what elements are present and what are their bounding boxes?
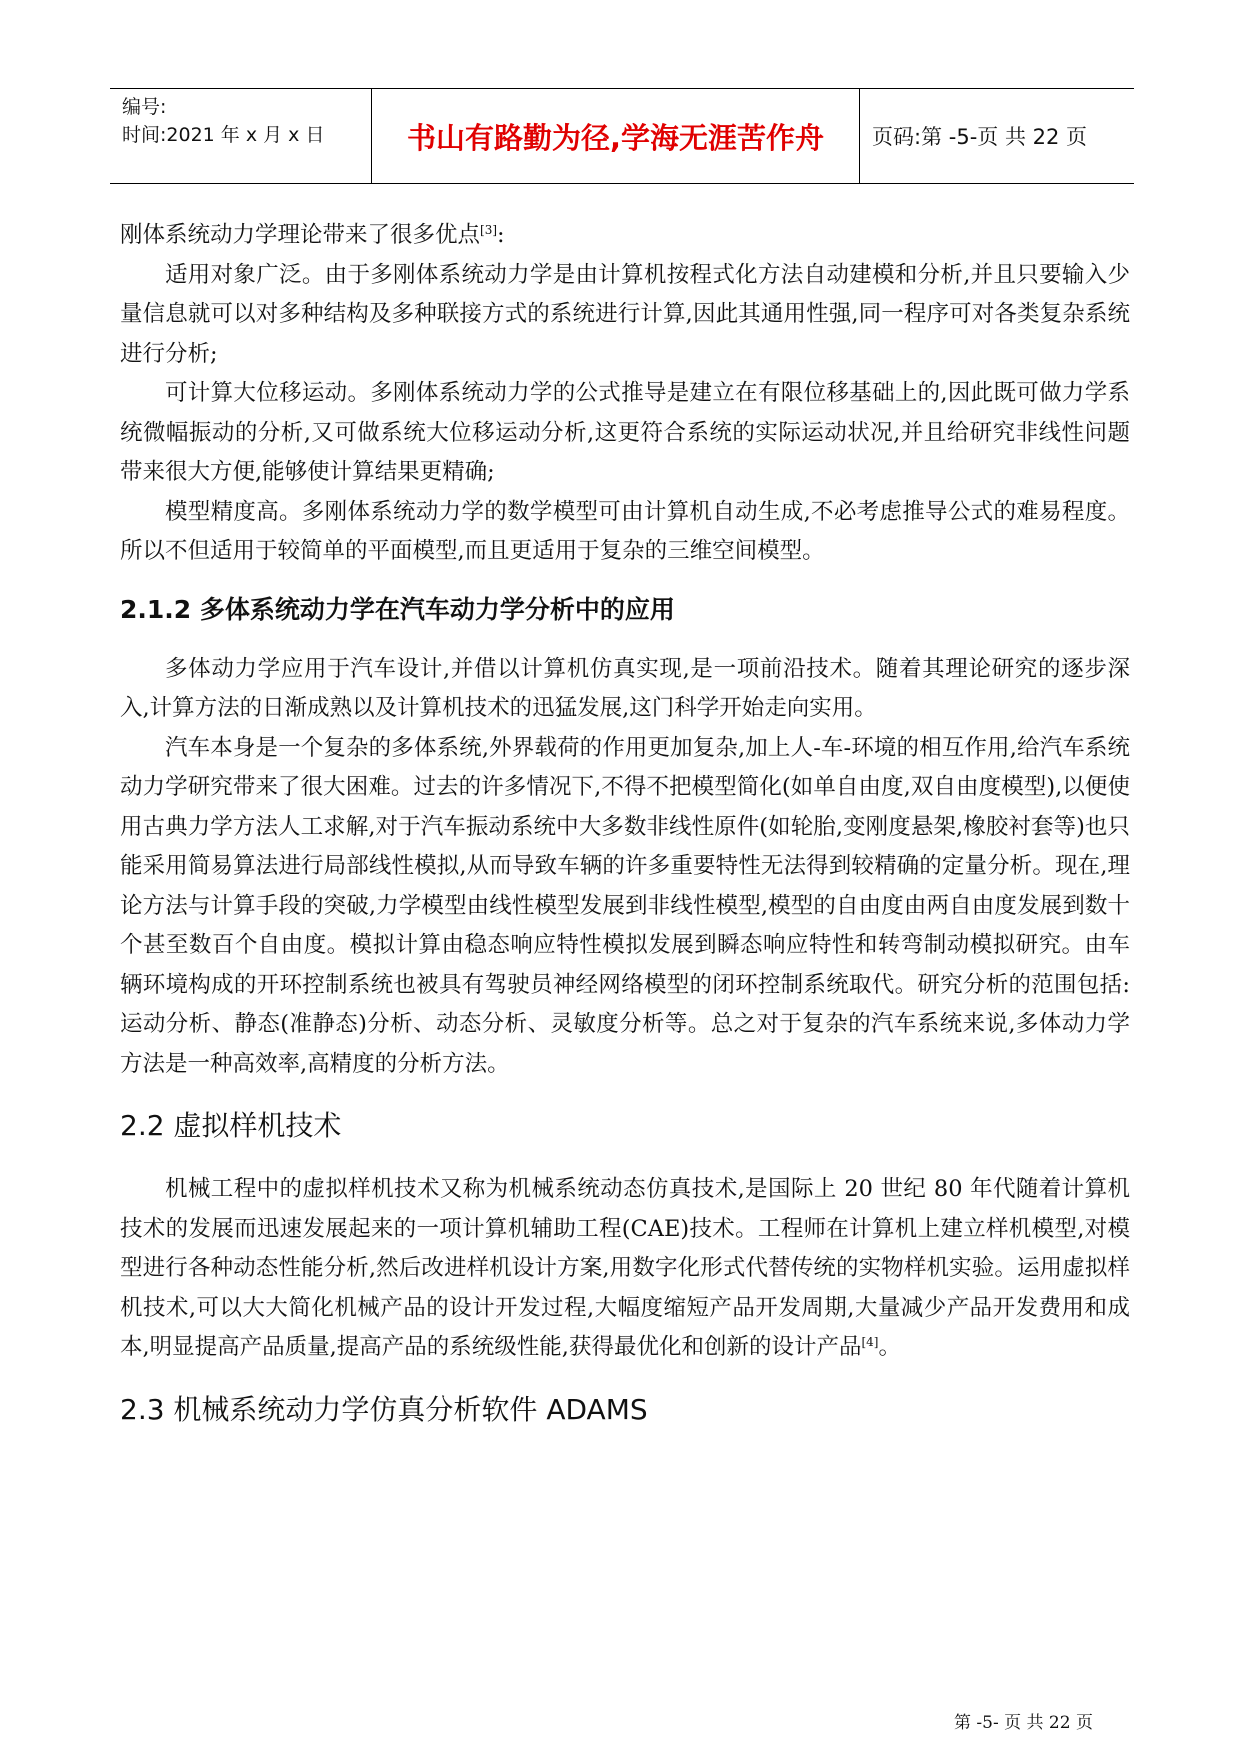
citation-ref-4: [4] [861,1335,879,1349]
heading-2-2: 2.2 虚拟样机技术 [120,1109,342,1142]
header-page-code: 页码:第 -5-页 共 22 页 [872,125,1088,149]
header-number-label: 编号: [122,96,167,118]
heading-2-1-2: 2.1.2 多体系统动力学在汽车动力学分析中的应用 [120,594,675,624]
paragraph-vehicle-system: 汽车本身是一个复杂的多体系统,外界载荷的作用更加复杂,加上人-车-环境的相互作用,给汽车系统动力学研究带来了很大困难。过去的许多情况下,不得不把模型简化(如单自由度,双自由度模型),以便使用古典力学方法人工求解,对于汽车振动系统中大多数非线性原件(如轮胎,变刚度悬架,橡胶衬套等)也只能采用简易算法进行局部线性模拟,从而导致车辆的许多重要特性无法得到较精确的定量分析。现在,理论方法与计算手段的突破,力学模型由线性模型发展到非线性模型,模型的自由度由两自由度发展到数十个甚至数百个自由度。模拟计算由稳态响应特性模拟发展到瞬态响应特性和转弯制动模拟研究。由车辆环境构成的开环控制系统也被具有驾驶员神经网络模型的闭环控制系统取代。研究分析的范围包括:运动分析、静态(准静态)分析、动态分析、灵敏度分析等。总之对于复杂的汽车系统来说,多体动力学方法是一种高效率,高精度的分析方法。 [120,734,1130,1077]
header-meta [110,89,372,183]
paragraph-vehicle-design: 多体动力学应用于汽车设计,并借以计算机仿真实现,是一项前沿技术。随着其理论研究的逐步深入,计算方法的日渐成熟以及计算机技术的迅猛发展,这门科学开始走向实用。 [120,655,1130,721]
header-motto: 书山有路勤为径,学海无涯苦作舟 [372,89,860,183]
page-footer: 第 -5- 页 共 22 页 [954,1713,1093,1733]
paragraph-wide-applicability: 适用对象广泛。由于多刚体系统动力学是由计算机按程式化方法自动建模和分析,并且只要输入少量信息就可以对多种结构及多种联接方式的系统进行计算,因此其通用性强,同一程序可对各类复杂系统进行分析; [120,261,1130,367]
document-body [120,216,1130,1454]
paragraph-model-precision: 模型精度高。多刚体系统动力学的数学模型可由计算机自动生成,不必考虑推导公式的难易程度。所以不但适用于较简单的平面模型,而且更适用于复杂的三维空间模型。 [120,498,1130,564]
header-time-label: 时间:2021 年 x 月 x 日 [122,124,325,146]
page-header [110,88,1134,184]
paragraph-virtual-prototype-text: 机械工程中的虚拟样机技术又称为机械系统动态仿真技术,是国际上 20 世纪 80 年代随着计算机技术的发展而迅速发展起来的一项计算机辅助工程(CAE)技术。工程师在计算机上建立样机模型,对模型进行各种动态性能分析,然后改进样机设计方案,用数字化形式代替传统的实物样机实验。运用虚拟样机技术,可以大大简化机械产品的设计开发过程,大幅度缩短产品开发周期,大量减少产品开发费用和成本,明显提高产品质量,提高产品的系统级性能,获得最优化和创新的设计产品 [120,1176,1130,1360]
paragraph-large-displacement: 可计算大位移运动。多刚体系统动力学的公式推导是建立在有限位移基础上的,因此既可做力学系统微幅振动的分析,又可做系统大位移运动分析,这更符合系统的实际运动状况,并且给研究非线性问题带来很大方便,能够使计算结果更精确; [120,380,1130,485]
citation-ref-3: [3] [480,223,498,237]
paragraph-intro-text: 刚体系统动力学理论带来了很多优点 [120,222,481,248]
paragraph-virtual-prototype [120,1170,1130,1368]
heading-2-3: 2.3 机械系统动力学仿真分析软件 ADAMS [120,1392,648,1426]
paragraph-virtual-prototype-tail: 。 [878,1334,901,1360]
paragraph-intro [120,216,1130,256]
paragraph-intro-tail: : [497,222,505,248]
